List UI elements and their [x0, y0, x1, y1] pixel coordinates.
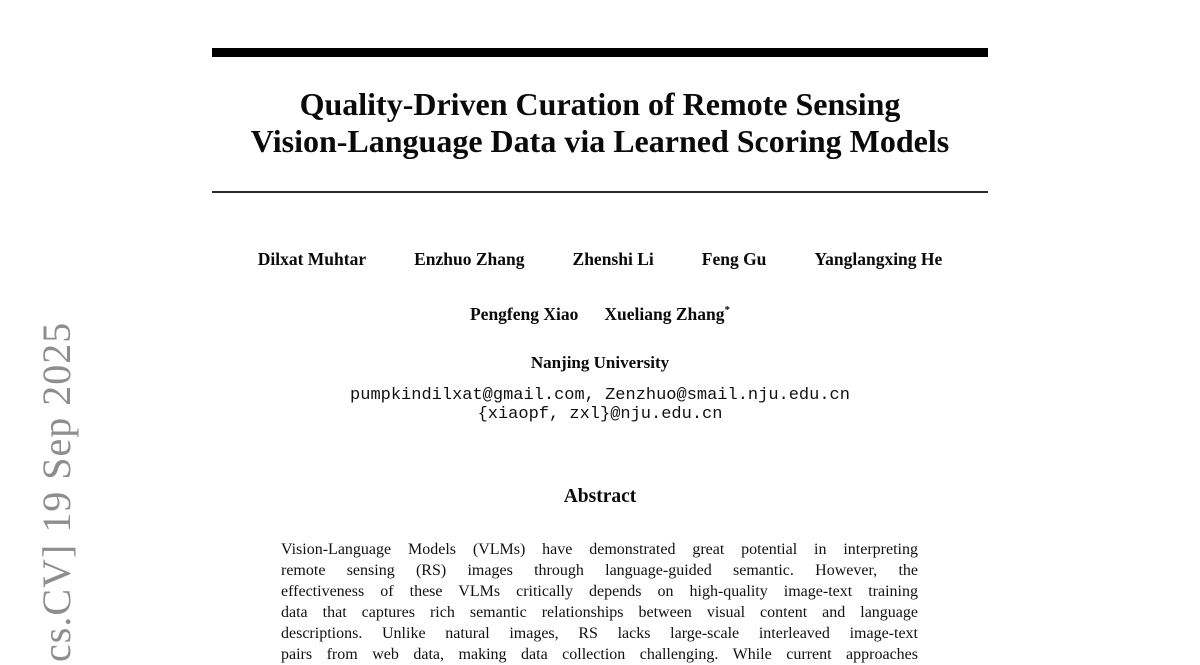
- abstract-line: Vision-Language Models (VLMs) have demonstrated great potential in interpreting: [281, 541, 918, 558]
- arxiv-watermark: cs.CV] 19 Sep 2025: [34, 321, 79, 662]
- author-name: Pengfeng Xiao: [469, 304, 579, 324]
- abstract-line: data that captures rich semantic relationships between visual content and language: [281, 604, 918, 621]
- corresponding-author-marker: *: [724, 304, 730, 317]
- author-name: Yanglangxing He: [814, 249, 943, 269]
- author-list-row2: [212, 304, 988, 325]
- author-name: Zhenshi Li: [572, 249, 654, 269]
- author-name: [604, 304, 730, 325]
- abstract-line: descriptions. Unlike natural images, RS lacks large-scale interleaved image-text: [281, 625, 918, 642]
- top-rule: [212, 48, 988, 57]
- affiliation: Nanjing University: [530, 353, 670, 372]
- author-name: Feng Gu: [701, 249, 767, 269]
- email-block: [212, 386, 988, 424]
- paper-title-line2: Vision-Language Data via Learned Scoring Models: [250, 123, 950, 159]
- title-rule: [212, 191, 988, 193]
- author-name: Enzhuo Zhang: [414, 249, 525, 269]
- author-name-text: Xueliang Zhang: [604, 304, 725, 324]
- email-line1: pumpkindilxat@gmail.com, Zenzhuo@smail.nju.edu.cn: [350, 386, 850, 405]
- abstract-paragraph: [281, 539, 918, 665]
- paper-title-line1: Quality-Driven Curation of Remote Sensing: [299, 86, 901, 122]
- author-name: Dilxat Muhtar: [257, 249, 367, 269]
- email-line2: {xiaopf, zxl}@nju.edu.cn: [477, 405, 723, 424]
- abstract-line: remote sensing (RS) images through language-guided semantic. However, the: [281, 562, 918, 579]
- author-list-row1: [212, 249, 988, 270]
- abstract-heading: Abstract: [563, 486, 637, 507]
- abstract-line: pairs from web data, making data collection challenging. While current approaches: [281, 646, 918, 663]
- abstract-line: effectiveness of these VLMs critically depends on high-quality image-text training: [281, 583, 918, 600]
- paper-title: [212, 86, 988, 160]
